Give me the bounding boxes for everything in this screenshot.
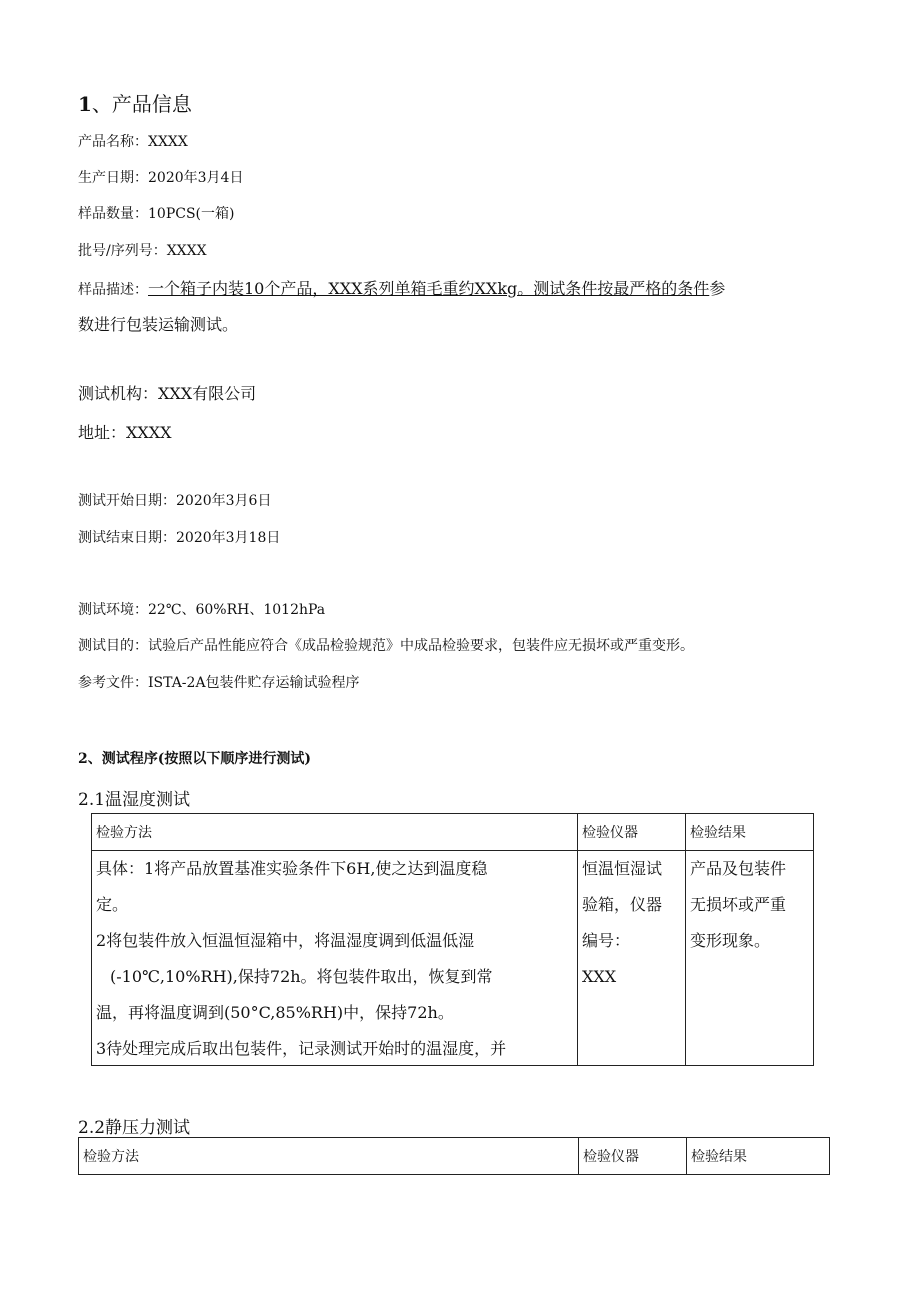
subsection-2-1-title: 2.1温湿度测试 [78,790,191,810]
instrument-line: XXX [582,967,617,986]
section-2-heading: 2、测试程序(按照以下顺序进行测试) [78,751,311,767]
method-line: 3待处理完成后取出包装件，记录测试开始时的温湿度，并 [96,1039,507,1058]
test-start-date: 测试开始日期：2020年3月6日 [78,493,272,509]
product-name: 产品名称：XXXX [78,134,188,150]
section-1-heading [78,88,192,117]
header-instrument: 检验仪器 [579,1138,687,1175]
section-1-title: 、产品信息 [91,92,192,116]
sample-quantity: 样品数量：10PCS(一箱) [78,206,235,222]
desc-continuation: 数进行包装运输测试。 [78,315,239,334]
test-end-date: 测试结束日期：2020年3月18日 [78,530,281,546]
method-line: 温，再将温度调到(50°C,85%RH)中，保持72h。 [96,1003,454,1022]
result-line: 变形现象。 [690,931,771,950]
test-purpose: 测试目的：试验后产品性能应符合《成品检验规范》中成品检验要求，包装件应无损坏或严重变形。 [78,638,694,654]
method-line: (-10℃,10%RH),保持72h。将包装件取出，恢复到常 [110,967,493,986]
desc-underlined: 一个箱子内装10个产品，XXX系列单箱毛重约XXkg。测试条件按最严格的条件 [148,279,710,298]
instrument-line: 验箱，仪器 [582,895,663,914]
instrument-line: 编号： [582,931,631,950]
batch-number: 批号/序列号：XXXX [78,243,207,259]
production-date: 生产日期：2020年3月4日 [78,170,244,186]
result-line: 无损坏或严重 [690,895,787,914]
method-line: 2将包装件放入恒温恒湿箱中，将温湿度调到低温低湿 [96,931,475,950]
instrument-cell [578,851,686,1066]
table-row [92,851,814,1066]
subsection-2-2-title: 2.2静压力测试 [78,1118,191,1138]
reference-document: 参考文件：ISTA-2A包装件贮存运输试验程序 [78,675,360,691]
sample-description [78,276,725,299]
temp-humidity-table [91,813,814,1066]
result-line: 产品及包装件 [690,859,787,878]
header-result: 检验结果 [687,1138,830,1175]
desc-label: 样品描述： [78,282,148,298]
method-line: 具体：1将产品放置基准实验条件下6H,使之达到温度稳 [96,859,488,878]
header-instrument: 检验仪器 [578,814,686,851]
header-result: 检验结果 [686,814,814,851]
address: 地址：XXXX [78,423,172,442]
test-organization: 测试机构：XXX有限公司 [78,384,257,403]
static-pressure-table [78,1137,830,1175]
method-line: 定。 [96,895,129,914]
test-environment: 测试环境：22℃、60%RH、1012hPa [78,602,326,618]
header-method: 检验方法 [79,1138,579,1175]
header-method: 检验方法 [92,814,578,851]
section-1-number: 1 [78,92,92,116]
method-cell [92,851,578,1066]
desc-rest-1: 参 [709,279,726,298]
table-header-row [92,814,814,851]
result-cell [686,851,814,1066]
table-header-row [79,1138,830,1175]
instrument-line: 恒温恒湿试 [582,859,663,878]
